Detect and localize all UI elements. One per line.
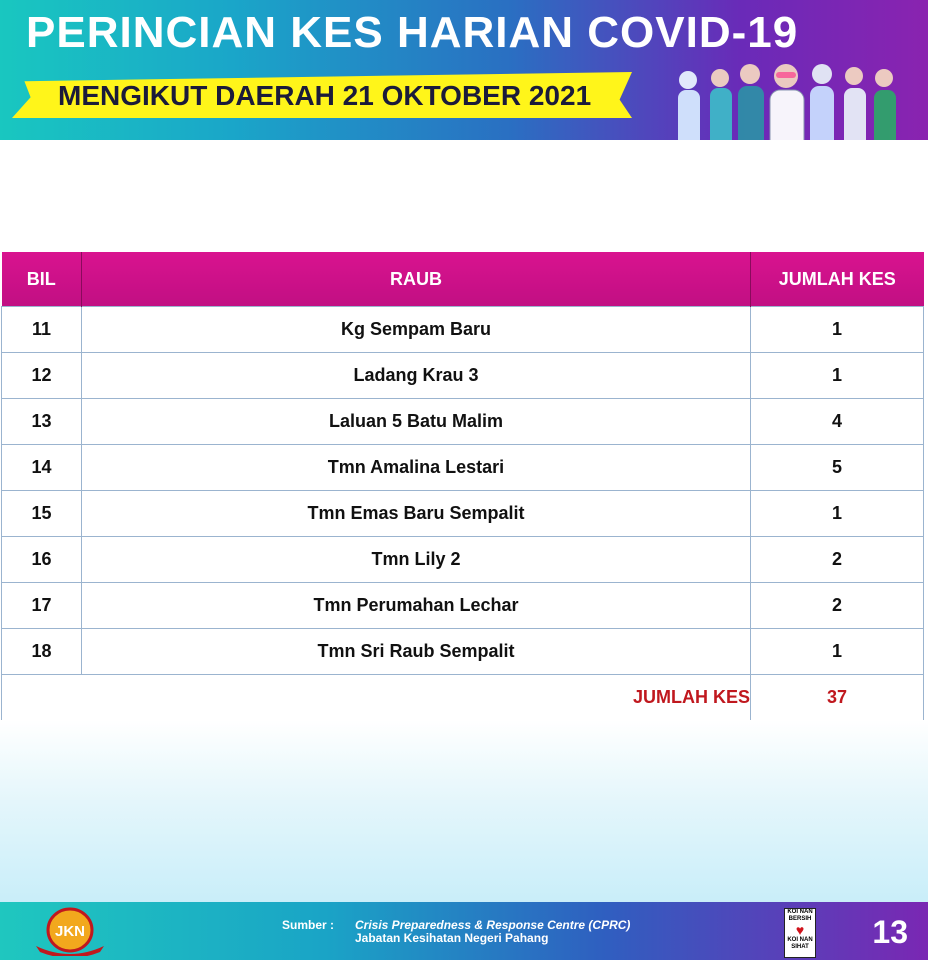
row-bil: 13: [2, 399, 82, 445]
table-row: [2, 583, 924, 629]
row-bil: 12: [2, 353, 82, 399]
row-cases: 1: [751, 307, 924, 353]
table-row: [2, 307, 924, 353]
table-row: [2, 445, 924, 491]
row-cases: 1: [751, 629, 924, 675]
page-subtitle: MENGIKUT DAERAH 21 OKTOBER 2021: [58, 80, 592, 111]
badge-line: SIHAT: [791, 944, 809, 950]
row-location: Kg Sempam Baru: [82, 307, 751, 353]
row-location: Tmn Sri Raub Sempalit: [82, 629, 751, 675]
row-bil: 14: [2, 445, 82, 491]
row-location: Laluan 5 Batu Malim: [82, 399, 751, 445]
medical-staff-illustration: [658, 60, 908, 140]
row-bil: 16: [2, 537, 82, 583]
row-cases: 2: [751, 537, 924, 583]
badge-line: KOI NAN: [787, 909, 813, 915]
row-cases: 4: [751, 399, 924, 445]
row-cases: 5: [751, 445, 924, 491]
row-bil: 17: [2, 583, 82, 629]
row-cases: 1: [751, 491, 924, 537]
badge-line: BERSIH: [788, 916, 812, 922]
page-number: 13: [872, 914, 908, 950]
row-location: Tmn Emas Baru Sempalit: [82, 491, 751, 537]
header-cases: JUMLAH KES: [751, 252, 924, 307]
badge-line: KOI NAN: [787, 937, 813, 943]
source-line2: Jabatan Kesihatan Negeri Pahang: [355, 931, 549, 945]
total-row: [2, 675, 924, 721]
total-value: 37: [751, 675, 924, 721]
case-table: [1, 252, 924, 721]
source-label: Sumber :: [282, 918, 335, 932]
table-row: [2, 399, 924, 445]
header-banner: [0, 0, 928, 140]
total-label: JUMLAH KES: [2, 675, 751, 721]
background-fade: [0, 720, 928, 902]
row-cases: 1: [751, 353, 924, 399]
table-row: [2, 491, 924, 537]
table-row: [2, 353, 924, 399]
row-location: Tmn Lily 2: [82, 537, 751, 583]
page-title: PERINCIAN KES HARIAN COVID-19: [26, 8, 799, 57]
row-location: Tmn Amalina Lestari: [82, 445, 751, 491]
footer-bar: [0, 902, 928, 960]
table-header-row: [2, 252, 924, 307]
row-location: Tmn Perumahan Lechar: [82, 583, 751, 629]
jkn-logo-icon: [30, 906, 110, 956]
header-district: RAUB: [82, 252, 751, 307]
row-bil: 18: [2, 629, 82, 675]
bersih-sihat-badge: [784, 908, 816, 958]
table-row: [2, 629, 924, 675]
row-location: Ladang Krau 3: [82, 353, 751, 399]
row-bil: 11: [2, 307, 82, 353]
header-bil: BIL: [2, 252, 82, 307]
row-bil: 15: [2, 491, 82, 537]
row-cases: 2: [751, 583, 924, 629]
source-line1: Crisis Preparedness & Response Centre (CPRC): [355, 918, 631, 932]
jkn-logo-text: JKN: [54, 923, 86, 940]
table-row: [2, 537, 924, 583]
heart-icon: ♥: [795, 922, 805, 938]
